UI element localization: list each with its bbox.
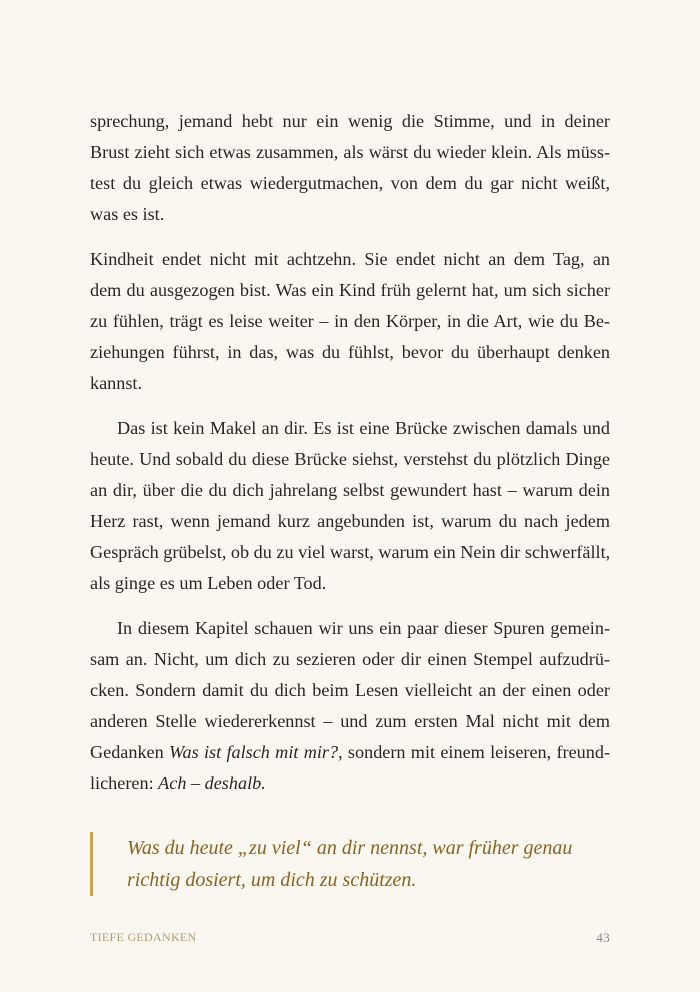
paragraph-2 <box>90 244 610 399</box>
text-line: Das ist kein Makel an dir. Es ist eine Brücke zwischen damals und <box>117 418 610 438</box>
text-line: was es ist. <box>90 204 165 224</box>
text-line: cken. Sondern damit du dich beim Lesen vielleicht an der einen oder <box>90 680 610 700</box>
text-line: dem du ausgezogen bist. Was ein Kind früh gelernt hat, um sich sicher <box>90 280 610 300</box>
text-line: heute. Und sobald du diese Brücke siehst, verstehst du plötzlich Dinge <box>90 449 610 469</box>
text-line: Gespräch grübelst, ob du zu viel warst, warum ein Nein dir schwerfällt, <box>90 542 611 562</box>
text-line: sam an. Nicht, um dich zu sezieren oder dir einen Stempel aufzudrü- <box>90 649 610 669</box>
paragraph-1 <box>90 106 610 230</box>
paragraph-4 <box>90 613 610 799</box>
text-line: test du gleich etwas wiedergutmachen, von dem du gar nicht weißt, <box>90 173 610 193</box>
text-run: Gedanken <box>90 742 170 762</box>
text-line: ziehungen führst, in das, was du fühlst, bevor du überhaupt denken <box>90 342 610 362</box>
text-line: anderen Stelle wiedererkennst – und zum ersten Mal nicht mit dem <box>90 711 610 731</box>
text-line: Herz rast, wenn jemand kurz angebunden ist, warum du nach jedem <box>90 511 610 531</box>
text-line <box>90 737 610 768</box>
pull-quote <box>90 832 647 896</box>
page-footer <box>90 930 610 946</box>
quote-line: richtig dosiert, um dich zu schützen. <box>127 869 417 891</box>
text-line <box>90 768 610 799</box>
body-text <box>90 106 610 813</box>
text-line: Brust zieht sich etwas zusammen, als wärst du wieder klein. Als müss- <box>90 142 610 162</box>
text-line: kannst. <box>90 373 143 393</box>
text-line: sprechung, jemand hebt nur ein wenig die Stimme, und in deiner <box>90 111 610 131</box>
italic-phrase: Ach – deshalb. <box>158 773 266 793</box>
quote-line: Was du heute „zu viel“ an dir nennst, war früher genau <box>127 837 573 859</box>
text-line: zu fühlen, trägt es leise weiter – in den Körper, in die Art, wie du Be- <box>90 311 610 331</box>
italic-phrase: Was ist falsch mit mir? <box>169 742 339 762</box>
page-number: 43 <box>596 930 610 945</box>
text-run: licheren: <box>90 773 159 793</box>
text-line: Kindheit endet nicht mit achtzehn. Sie endet nicht an dem Tag, an <box>90 249 610 269</box>
text-line: als ginge es um Leben oder Tod. <box>90 573 327 593</box>
running-title: TIEFE GEDANKEN <box>90 930 197 944</box>
text-line: In diesem Kapitel schauen wir uns ein paar dieser Spuren gemein- <box>117 618 610 638</box>
text-line: an dir, über die du dich jahrelang selbst gewundert hast – warum dein <box>90 480 610 500</box>
text-run: , sondern mit einem leiseren, freund- <box>338 742 610 762</box>
paragraph-3 <box>90 413 610 599</box>
